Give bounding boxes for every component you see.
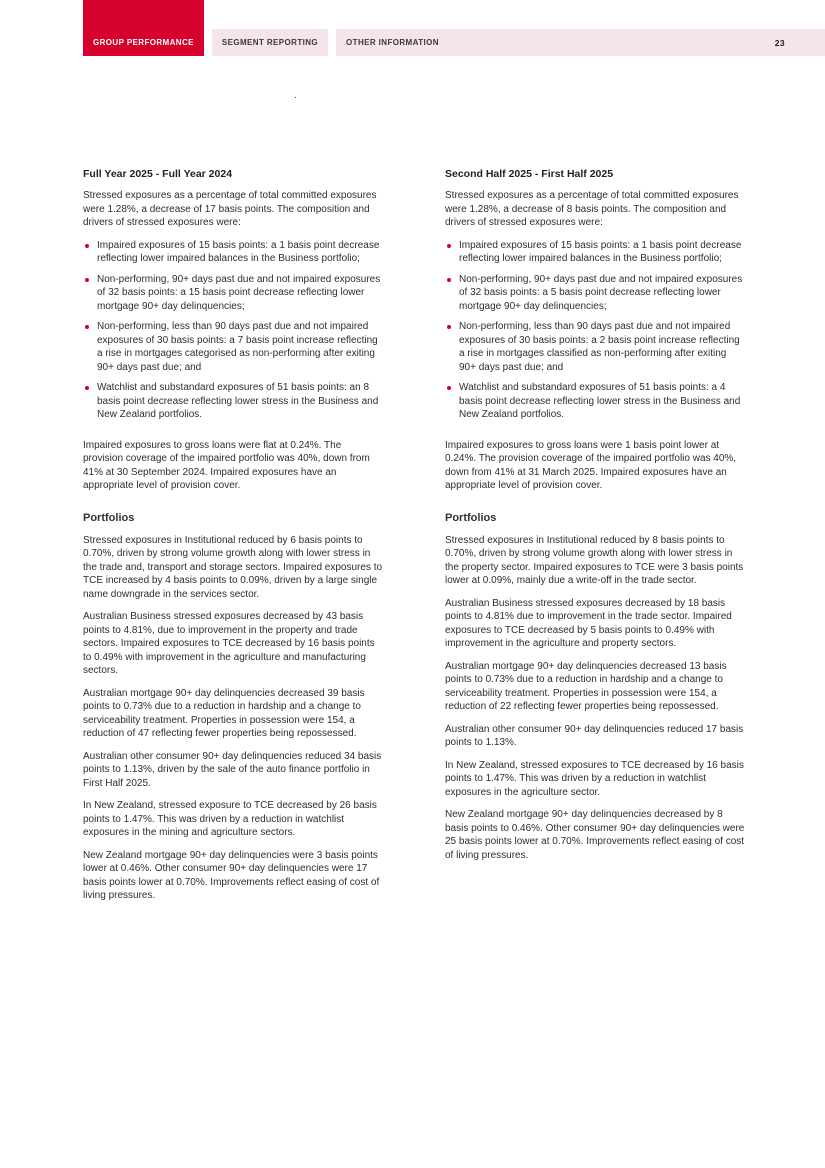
bullet-text: Impaired exposures of 15 basis points: a 1 basis point decrease reflecting lower impaired balances in the Business portfolio; xyxy=(459,239,742,264)
bullet-text: Non-performing, 90+ days past due and not impaired exposures of 32 basis points: a 5 basis point decrease reflecting lower mortgage 90+ day delinquencies; xyxy=(459,273,743,312)
bullet-icon xyxy=(447,386,451,390)
bullet-text: Non-performing, 90+ days past due and not impaired exposures of 32 basis points: a 15 basis point decrease reflecting lower mortgage 90+ day delinquencies; xyxy=(97,273,381,312)
bullet-text: Non-performing, less than 90 days past due and not impaired exposures of 30 basis points: a 2 basis point increase reflecting a rise in mortgages classified as non-performing after exiting 90+ days past due; and xyxy=(459,321,740,373)
portfolio-paragraph: Australian mortgage 90+ day delinquencies decreased 13 basis points to 0.73% due to a reduction in hardship and a change to serviceability treatment. Properties in possession were 154, a reduction of 22 reflecting fewer properties being repossessed. xyxy=(445,660,727,712)
tab-label: OTHER INFORMATION xyxy=(346,38,439,47)
portfolio-paragraph: In New Zealand, stressed exposures to TCE decreased by 16 basis points to 1.47%. This was driven by a reduction in watchlist exposures in the agriculture sector. xyxy=(445,759,744,798)
bullet-icon xyxy=(85,386,89,390)
bullet-text: Impaired exposures of 15 basis points: a 1 basis point decrease reflecting lower impaired balances in the Business portfolio; xyxy=(97,239,380,264)
bullet-icon xyxy=(447,244,451,248)
portfolio-paragraph: Australian Business stressed exposures decreased by 43 basis points to 4.81%, due to improvement in the property and trade sectors. Impaired exposures to TCE decreased by 16 basis points to 0.49% with improvement in the agriculture and manufacturing sectors. xyxy=(83,611,375,676)
tab-other-information[interactable] xyxy=(336,29,825,56)
bullet-icon xyxy=(85,325,89,329)
bullet-icon xyxy=(85,244,89,248)
section-tabs xyxy=(0,0,825,56)
bullet-icon xyxy=(447,278,451,282)
bullet-icon xyxy=(447,325,451,329)
tab-segment-reporting[interactable] xyxy=(212,29,328,56)
stressed-exposure-bullet-list xyxy=(445,239,745,422)
stressed-exposure-bullet-list xyxy=(83,239,383,422)
tab-group-performance[interactable] xyxy=(83,0,204,56)
tab-label: SEGMENT REPORTING xyxy=(221,38,319,47)
bullet-item xyxy=(445,273,745,314)
portfolio-paragraph: Australian other consumer 90+ day delinquencies reduced 17 basis points to 1.13%. xyxy=(445,723,744,748)
bullet-text: Watchlist and substandard exposures of 51 basis points: a 4 basis point decrease reflecting lower stress in the Business and New Zealand portfolios. xyxy=(459,382,741,420)
portfolio-paragraph: Stressed exposures in Institutional reduced by 8 basis points to 0.70%, driven by strong volume growth along with lower stress in the property sector. Impaired exposures to TCE were 3 basis points lower at 0.09%, mainly due a write-off in the trade sector. xyxy=(445,534,744,586)
bullet-item xyxy=(83,320,383,374)
intro-paragraph: Stressed exposures as a percentage of total committed exposures were 1.28%, a decrease of 17 basis points. The composition and drivers of stressed exposures were: xyxy=(83,190,377,228)
portfolios-heading: Portfolios xyxy=(445,511,497,524)
bullet-item xyxy=(445,239,745,266)
bullet-text: Watchlist and substandard exposures of 51 basis points: an 8 basis point decrease reflecting lower stress in the Business and New Zealand portfolios. xyxy=(97,382,379,420)
portfolio-paragraph: New Zealand mortgage 90+ day delinquencies were 3 basis points lower at 0.46%. Other consumer 90+ day delinquencies were 17 basis points lower at 0.70%. Improvements reflect easing of cost of living pressures. xyxy=(83,849,380,901)
portfolio-paragraph: New Zealand mortgage 90+ day delinquencies decreased by 8 basis points to 0.46%. Other consumer 90+ day delinquencies were 25 basis points lower at 0.70%. Improvements reflect easing of cost of living pressures. xyxy=(445,809,745,861)
column-heading: Full Year 2025 - Full Year 2024 xyxy=(83,168,233,180)
column-half-year xyxy=(445,168,745,912)
two-column-content xyxy=(83,168,745,912)
intro-paragraph: Stressed exposures as a percentage of total committed exposures were 1.28%, a decrease of 8 basis points. The composition and drivers of stressed exposures were: xyxy=(445,190,739,228)
impaired-summary-paragraph: Impaired exposures to gross loans were flat at 0.24%. The provision coverage of the impaired portfolio was 40%, down from 41% at 30 September 2024. Impaired exposures have an appropriate level of provision cover. xyxy=(83,439,370,491)
column-heading: Second Half 2025 - First Half 2025 xyxy=(445,168,614,180)
bullet-text: Non-performing, less than 90 days past due and not impaired exposures of 30 basis points: a 7 basis point increase reflecting a rise in mortgages categorised as non-performing after exiting 90+ days past due; and xyxy=(97,321,378,373)
impaired-summary-paragraph: Impaired exposures to gross loans were 1 basis point lower at 0.24%. The provision coverage of the impaired portfolio was 40%, down from 41% at 31 March 2025. Impaired exposures have an appropriate level of provision cover. xyxy=(445,439,737,491)
tab-label: GROUP PERFORMANCE xyxy=(93,38,194,47)
bullet-item xyxy=(83,381,383,422)
stray-period-mark: . xyxy=(294,90,297,101)
portfolio-paragraph: Australian mortgage 90+ day delinquencies decreased 39 basis points to 0.73% due to a reduction in hardship and a change to serviceability treatment. Properties in possession were 154, a reduction of 47 reflecting fewer properties being repossessed. xyxy=(83,687,365,739)
bullet-item xyxy=(83,239,383,266)
bullet-item xyxy=(445,320,745,374)
portfolio-paragraph: Australian other consumer 90+ day delinquencies reduced 34 basis points to 1.13%, driven by the sale of the auto finance portfolio in First Half 2025. xyxy=(83,750,382,789)
portfolios-heading: Portfolios xyxy=(83,511,135,524)
bullet-item xyxy=(445,381,745,422)
page-number: 23 xyxy=(774,37,785,48)
portfolio-paragraph: Stressed exposures in Institutional reduced by 6 basis points to 0.70%, driven by strong volume growth along with lower stress in the trade and, transport and storage sectors. Impaired exposures to TCE increased by 4 basis points to 0.09%, driven by a large single name downgrade in the services sector. xyxy=(83,534,383,600)
bullet-item xyxy=(83,273,383,314)
column-full-year xyxy=(83,168,383,912)
portfolio-paragraph: In New Zealand, stressed exposure to TCE decreased by 26 basis points to 1.47%. This was driven by a reduction in watchlist exposures in the mining and agriculture sectors. xyxy=(83,800,377,838)
portfolio-paragraph: Australian Business stressed exposures decreased by 18 basis points to 4.81% due to improvement in the trade sector. Impaired exposures to TCE decreased by 5 basis points to 0.49% with improvement in the agriculture and property sectors. xyxy=(445,597,732,649)
bullet-icon xyxy=(85,278,89,282)
